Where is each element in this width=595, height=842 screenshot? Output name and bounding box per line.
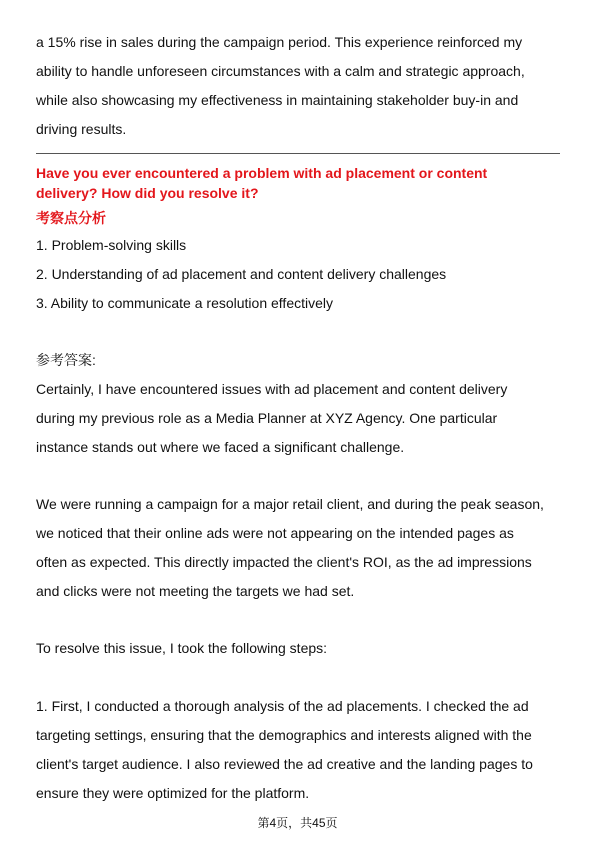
text-line: while also showcasing my effectiveness in maintaining stakeholder buy-in and (36, 92, 519, 108)
answer-label: 参考答案: (36, 352, 96, 368)
text-line: often as expected. This directly impacted the client's ROI, as the ad impressions (36, 554, 532, 570)
text-line: a 15% rise in sales during the campaign period. This experience reinforced my (36, 34, 523, 50)
answer-paragraph-2 (36, 490, 560, 606)
list-item: 3. Ability to communicate a resolution effectively (36, 295, 334, 311)
text-line: driving results. (36, 121, 127, 137)
text-line: We were running a campaign for a major retail client, and during the peak season, (36, 496, 544, 512)
question-line: Have you ever encountered a problem with ad placement or content (36, 165, 488, 181)
section-divider (36, 153, 560, 154)
analysis-label: 考察点分析 (36, 210, 106, 226)
text-line: ability to handle unforeseen circumstances with a calm and strategic approach, (36, 63, 525, 79)
text-line: client's target audience. I also reviewed the ad creative and the landing pages to (36, 756, 533, 772)
intro-paragraph (36, 28, 560, 144)
text-line: Certainly, I have encountered issues with ad placement and content delivery (36, 381, 508, 397)
text-line: To resolve this issue, I took the following steps: (36, 640, 328, 656)
text-line: targeting settings, ensuring that the demographics and interests aligned with the (36, 727, 532, 743)
text-line: during my previous role as a Media Planner at XYZ Agency. One particular (36, 410, 498, 426)
list-item: 1. Problem-solving skills (36, 237, 187, 253)
text-line: ensure they were optimized for the platform. (36, 785, 310, 801)
list-item: 2. Understanding of ad placement and content delivery challenges (36, 266, 447, 282)
text-line: 1. First, I conducted a thorough analysis of the ad placements. I checked the ad (36, 698, 529, 714)
answer-paragraph-3 (36, 634, 560, 663)
text-line: and clicks were not meeting the targets we had set. (36, 583, 355, 599)
question-line: delivery? How did you resolve it? (36, 185, 259, 201)
text-line: we noticed that their online ads were not appearing on the intended pages as (36, 525, 514, 541)
answer-paragraph-4 (36, 692, 560, 808)
analysis-list (36, 231, 446, 318)
question-heading (36, 163, 560, 203)
text-line: instance stands out where we faced a significant challenge. (36, 439, 405, 455)
page-indicator: 第4页，共45页 (257, 816, 338, 830)
answer-paragraph-1 (36, 375, 560, 462)
